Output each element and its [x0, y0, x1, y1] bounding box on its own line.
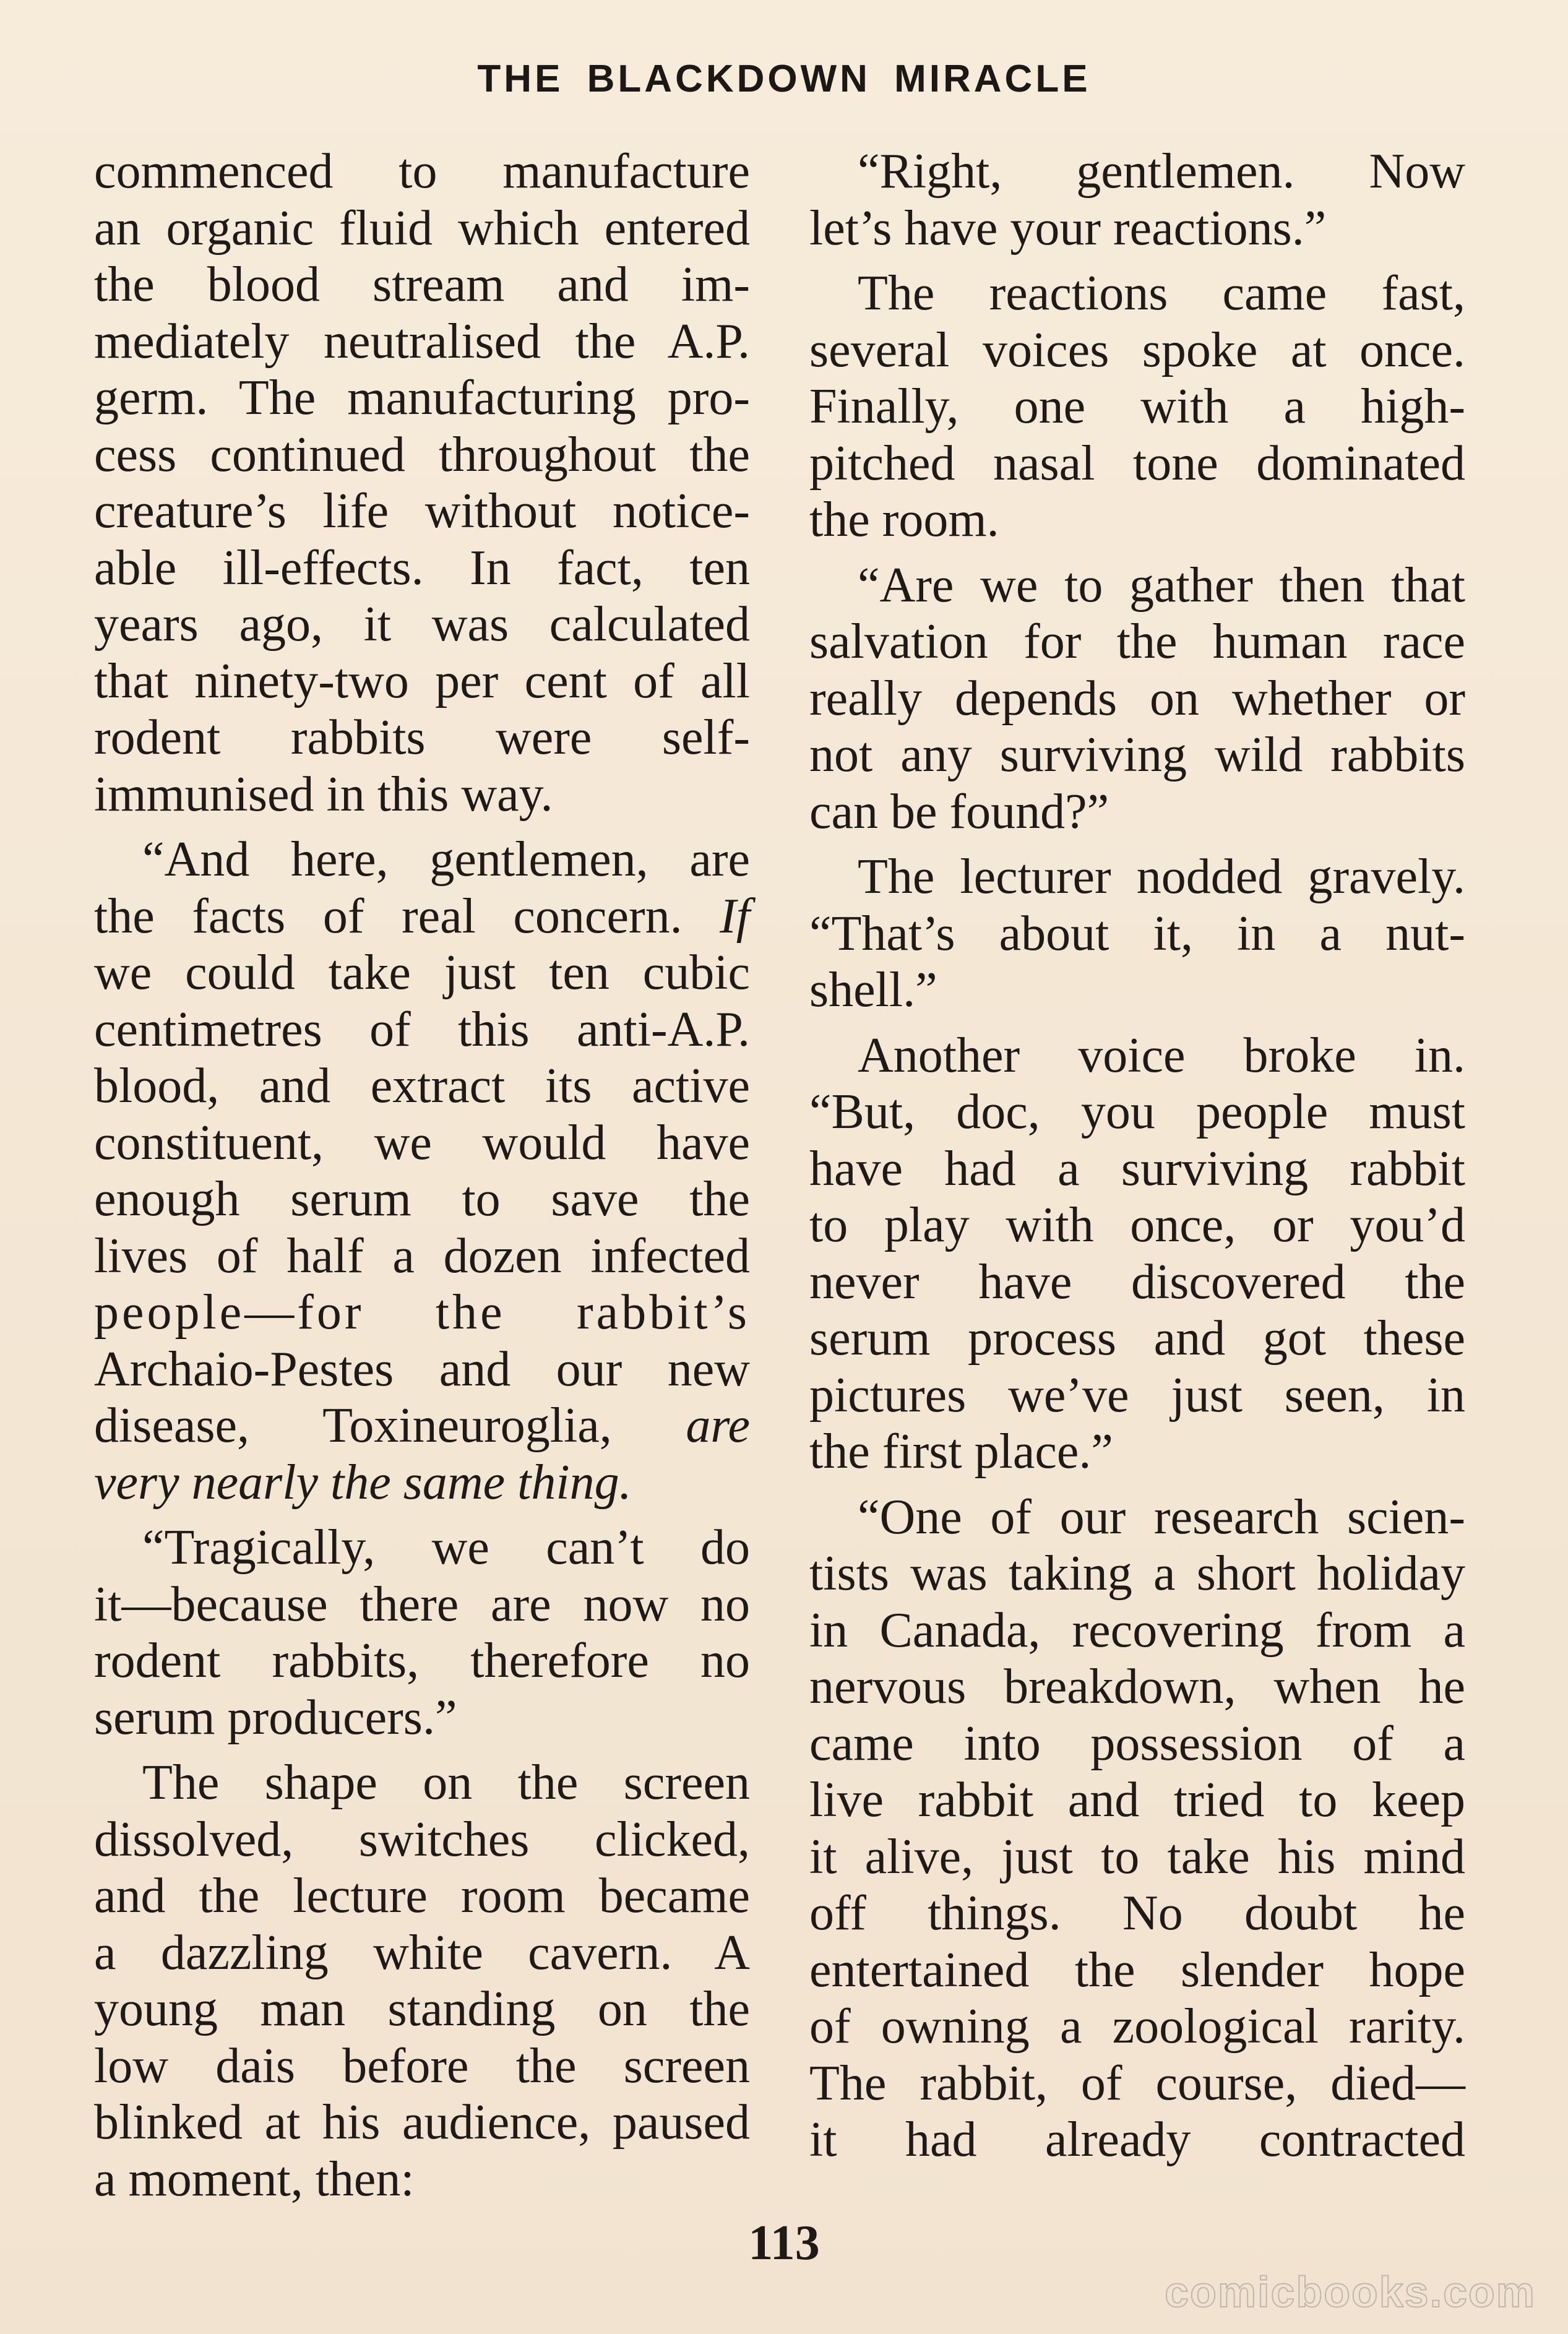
text-line: it—because there are now no	[94, 1577, 750, 1632]
text-line: young man standing on the	[94, 1982, 750, 2036]
italic-fragment: If	[720, 889, 750, 944]
paragraph	[809, 1489, 1465, 2169]
text-line: a dazzling white cavern. A	[94, 1925, 750, 1980]
text-line: nervous breakdown, when he	[809, 1660, 1465, 1714]
text-line: Archaio-Pestes and our new	[94, 1341, 750, 1397]
text-line: off things. No doubt he	[809, 1886, 1465, 1940]
paragraph	[809, 265, 1465, 549]
text-line: people—for the rabbit’s	[94, 1285, 750, 1340]
text-line: never have discovered the	[809, 1254, 1465, 1309]
right-text-column	[809, 144, 1465, 2177]
text-line: Another voice broke in.	[858, 1028, 1465, 1083]
text-line: blinked at his audience, paused	[94, 2095, 750, 2150]
text-line: low dais before the screen	[94, 2038, 750, 2093]
text-line: and the lecture room became	[94, 1869, 750, 1923]
text-line: it had already contracted	[809, 2112, 1465, 2167]
left-text-column	[94, 144, 750, 2216]
text-line: “But, doc, you people must	[809, 1085, 1465, 1139]
text-line: cess continued throughout the	[94, 427, 750, 482]
text-fragment: disease, Toxineuroglia,	[94, 1398, 686, 1453]
italic-fragment: are	[686, 1398, 750, 1453]
text-line: that ninety-two per cent of all	[94, 653, 750, 708]
text-line: serum process and got these	[809, 1311, 1465, 1366]
text-line: we could take just ten cubic	[94, 945, 750, 1000]
text-line: tists was taking a short holiday	[809, 1546, 1465, 1601]
text-line: several voices spoke at once.	[809, 322, 1465, 377]
text-line: entertained the slender hope	[809, 1942, 1465, 1997]
text-line: rodent rabbits were self-	[94, 710, 750, 765]
text-line: the first place.”	[809, 1424, 1113, 1479]
running-title: THE BLACKDOWN MIRACLE	[477, 58, 1091, 100]
text-line: can be found?”	[809, 784, 1109, 839]
text-line: live rabbit and tried to keep	[809, 1773, 1465, 1827]
text-line: “And here, gentlemen, are	[142, 832, 750, 887]
text-line: mediately neutralised the A.P.	[94, 314, 750, 369]
text-line: of owning a zoological rarity.	[809, 1999, 1465, 2054]
text-line: “That’s about it, in a nut-	[809, 906, 1465, 961]
text-line: “Tragically, we can’t do	[142, 1520, 750, 1575]
paragraph	[94, 144, 750, 823]
text-line: have had a surviving rabbit	[809, 1141, 1465, 1196]
paragraph	[809, 849, 1465, 1019]
text-line: creature’s life without notice-	[94, 484, 750, 538]
text-line: really depends on whether or	[809, 671, 1465, 726]
text-line: pictures we’ve just seen, in	[809, 1367, 1465, 1423]
paragraph	[809, 1028, 1465, 1481]
text-line: rodent rabbits, therefore no	[94, 1634, 750, 1688]
text-line: The shape on the screen	[142, 1755, 750, 1810]
text-line: salvation for the human race	[809, 614, 1465, 669]
text-line: The reactions came fast,	[858, 266, 1465, 321]
text-line: blood, and extract its active	[94, 1059, 750, 1113]
paragraph	[809, 144, 1465, 257]
text-line: dissolved, switches clicked,	[94, 1812, 750, 1867]
text-line: years ago, it was calculated	[94, 597, 750, 652]
paragraph	[94, 832, 750, 1511]
text-line: “Are we to gather then that	[858, 558, 1465, 613]
text-line: The lecturer nodded gravely.	[858, 850, 1465, 904]
paragraph	[809, 558, 1465, 841]
text-line: not any surviving wild rabbits	[809, 728, 1465, 782]
text-line: Finally, one with a high-	[809, 379, 1465, 434]
text-line: centimetres of this anti-A.P.	[94, 1002, 750, 1057]
paragraph	[94, 1520, 750, 1746]
text-line: serum producers.”	[94, 1690, 457, 1745]
text-line: able ill-effects. In fact, ten	[94, 540, 750, 595]
text-line: in Canada, recovering from a	[809, 1603, 1465, 1658]
text-line: germ. The manufacturing pro-	[94, 371, 750, 425]
text-line: came into possession of a	[809, 1716, 1465, 1771]
text-line: let’s have your reactions.”	[809, 200, 1327, 256]
text-line: The rabbit, of course, died—	[809, 2056, 1465, 2111]
text-line: the blood stream and im-	[94, 257, 750, 312]
text-line: it alive, just to take his mind	[809, 1829, 1465, 1884]
text-line: “One of our research scien-	[858, 1489, 1465, 1544]
text-line: commenced to manufacture	[94, 144, 750, 199]
text-line: the room.	[809, 493, 999, 547]
text-line: constituent, we would have	[94, 1115, 750, 1170]
text-line	[94, 1398, 750, 1455]
text-line: an organic fluid which entered	[94, 200, 750, 256]
text-line: a moment, then:	[94, 2151, 415, 2207]
italic-text-line: very nearly the same thing.	[94, 1455, 632, 1510]
text-line: enough serum to save the	[94, 1172, 750, 1226]
paragraph	[94, 1755, 750, 2208]
text-line: lives of half a dozen infected	[94, 1228, 750, 1283]
text-line: “Right, gentlemen. Now	[858, 144, 1465, 199]
text-line: to play with once, or you’d	[809, 1198, 1465, 1252]
text-fragment: the facts of real concern.	[94, 889, 720, 944]
page-number: 113	[748, 2216, 820, 2270]
text-line: pitched nasal tone dominated	[809, 436, 1465, 491]
text-line	[94, 889, 750, 945]
watermark-logo: comicbooks.com	[1165, 2268, 1536, 2316]
text-line: immunised in this way.	[94, 767, 553, 822]
text-line: shell.”	[809, 963, 937, 1017]
